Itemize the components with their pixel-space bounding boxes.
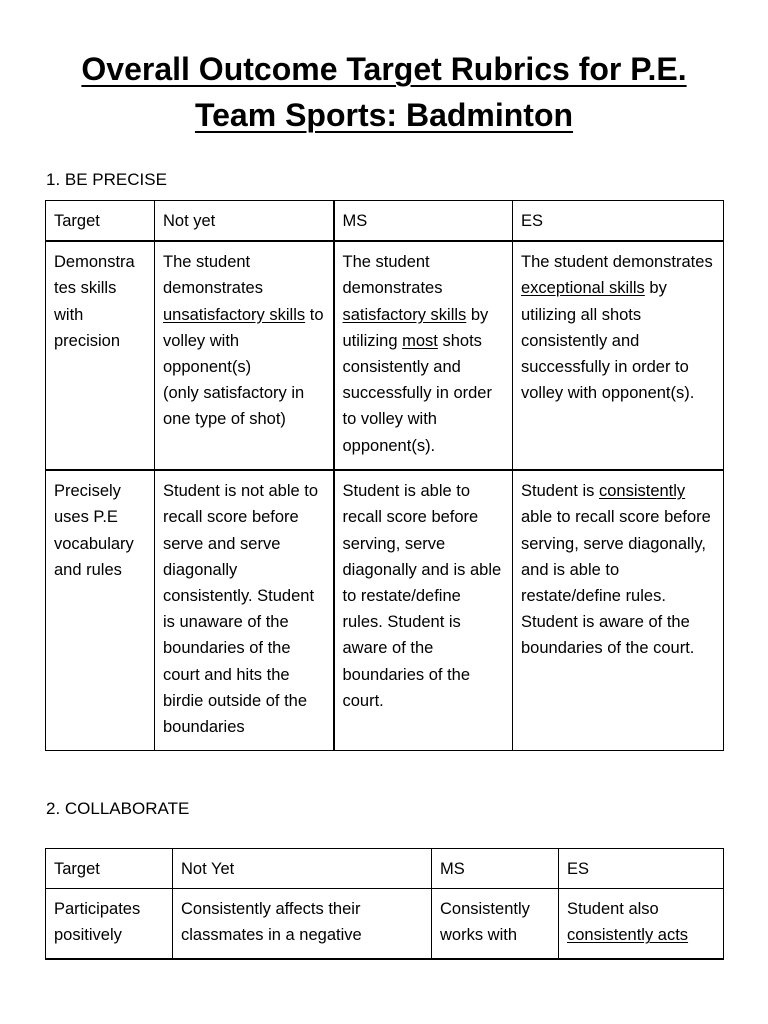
header-not-yet: Not Yet bbox=[173, 849, 432, 889]
header-target: Target bbox=[46, 201, 155, 242]
collaborate-rubric-table bbox=[45, 848, 724, 960]
target-cell: Precisely uses P.E vocabulary and rules bbox=[46, 470, 155, 750]
not-yet-cell: Student is not able to recall score before serve and serve diagonally consistently. Student is unaware of the boundaries of the court and hits the birdie outside of the boundaries bbox=[155, 470, 334, 750]
not-yet-cell: The student demonstrates unsatisfactory skills to volley with opponent(s) (only satisfactory in one type of shot) bbox=[155, 241, 334, 470]
header-target: Target bbox=[46, 849, 173, 889]
be-precise-rubric-table bbox=[45, 200, 724, 751]
header-ms: MS bbox=[432, 849, 559, 889]
title-line-1: Overall Outcome Target Rubrics for P.E. bbox=[81, 51, 687, 87]
es-cell: Student is consistently able to recall score before serving, serve diagonally, and is able to restate/define rules. Student is aware of the boundaries of the court. bbox=[513, 470, 724, 750]
table-row bbox=[46, 470, 724, 750]
document-title bbox=[0, 46, 768, 138]
ms-cell: Consistently works with bbox=[432, 889, 559, 959]
table-header-row bbox=[46, 201, 724, 242]
target-cell: Demonstra tes skills with precision bbox=[46, 241, 155, 470]
ms-cell: Student is able to recall score before serving, serve diagonally and is able to restate/define rules. Student is aware of the boundaries of the court. bbox=[334, 470, 513, 750]
header-es: ES bbox=[559, 849, 724, 889]
section-heading-collaborate: 2. COLLABORATE bbox=[46, 799, 190, 818]
section-heading-be-precise: 1. BE PRECISE bbox=[46, 170, 167, 189]
not-yet-cell: Consistently affects their classmates in a negative bbox=[173, 889, 432, 959]
ms-cell: The student demonstrates satisfactory skills by utilizing most shots consistently and successfully in order to volley with opponent(s). bbox=[334, 241, 513, 470]
header-ms: MS bbox=[334, 201, 513, 242]
table-row bbox=[46, 241, 724, 470]
table-row bbox=[46, 889, 724, 959]
es-cell: Student also consistently acts bbox=[559, 889, 724, 959]
header-es: ES bbox=[513, 201, 724, 242]
header-not-yet: Not yet bbox=[155, 201, 334, 242]
es-cell: The student demonstrates exceptional skills by utilizing all shots consistently and successfully in order to volley with opponent(s). bbox=[513, 241, 724, 470]
target-cell: Participates positively bbox=[46, 889, 173, 959]
table-header-row bbox=[46, 849, 724, 889]
title-line-2: Team Sports: Badminton bbox=[194, 97, 574, 133]
